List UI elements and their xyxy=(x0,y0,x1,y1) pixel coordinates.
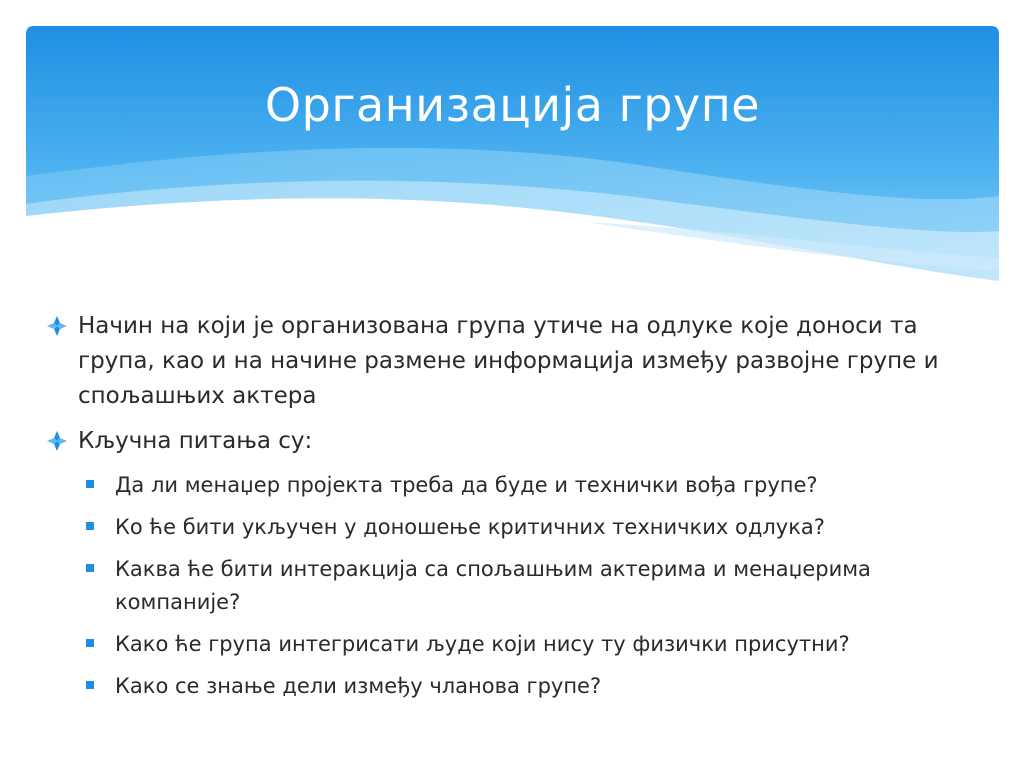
diamond-four-star-icon xyxy=(46,430,68,452)
slide-title: Организација групе xyxy=(264,78,761,132)
diamond-four-star-icon xyxy=(46,315,68,337)
sub-bullet-text: Како ће група интегрисати људе који нису ту физички присутни? xyxy=(115,632,850,656)
bullet-text: Кључна питања су: xyxy=(78,428,313,454)
square-bullet-icon xyxy=(86,564,94,572)
sub-bullet-text: Како се знање дели између чланова групе? xyxy=(115,674,602,698)
square-bullet-icon xyxy=(86,480,94,488)
slide-body xyxy=(44,309,994,712)
sub-bullet-item xyxy=(44,553,994,619)
title-banner xyxy=(26,26,999,288)
bullet-text: Начин на који је организована група утиче на одлуке које доноси та група, као и на начине размене информација између развојне групе и спољашњих актера xyxy=(78,313,939,409)
sub-bullet-text: Да ли менаџер пројекта треба да буде и технички вођа групе? xyxy=(115,473,818,497)
sub-bullet-text: Ко ће бити укључен у доношење критичних техничких одлука? xyxy=(115,515,825,539)
bullet-item xyxy=(44,309,994,414)
sub-bullet-item xyxy=(44,511,994,544)
sub-bullet-text: Каква ће бити интеракција са спољашњим актерима и менаџерима компаније? xyxy=(115,557,871,614)
bullet-item xyxy=(44,424,994,459)
sub-bullet-item xyxy=(44,670,994,703)
square-bullet-icon xyxy=(86,522,94,530)
square-bullet-icon xyxy=(86,681,94,689)
sub-bullet-item xyxy=(44,628,994,661)
wave-banner-graphic xyxy=(26,26,999,288)
sub-bullet-item xyxy=(44,469,994,502)
square-bullet-icon xyxy=(86,639,94,647)
